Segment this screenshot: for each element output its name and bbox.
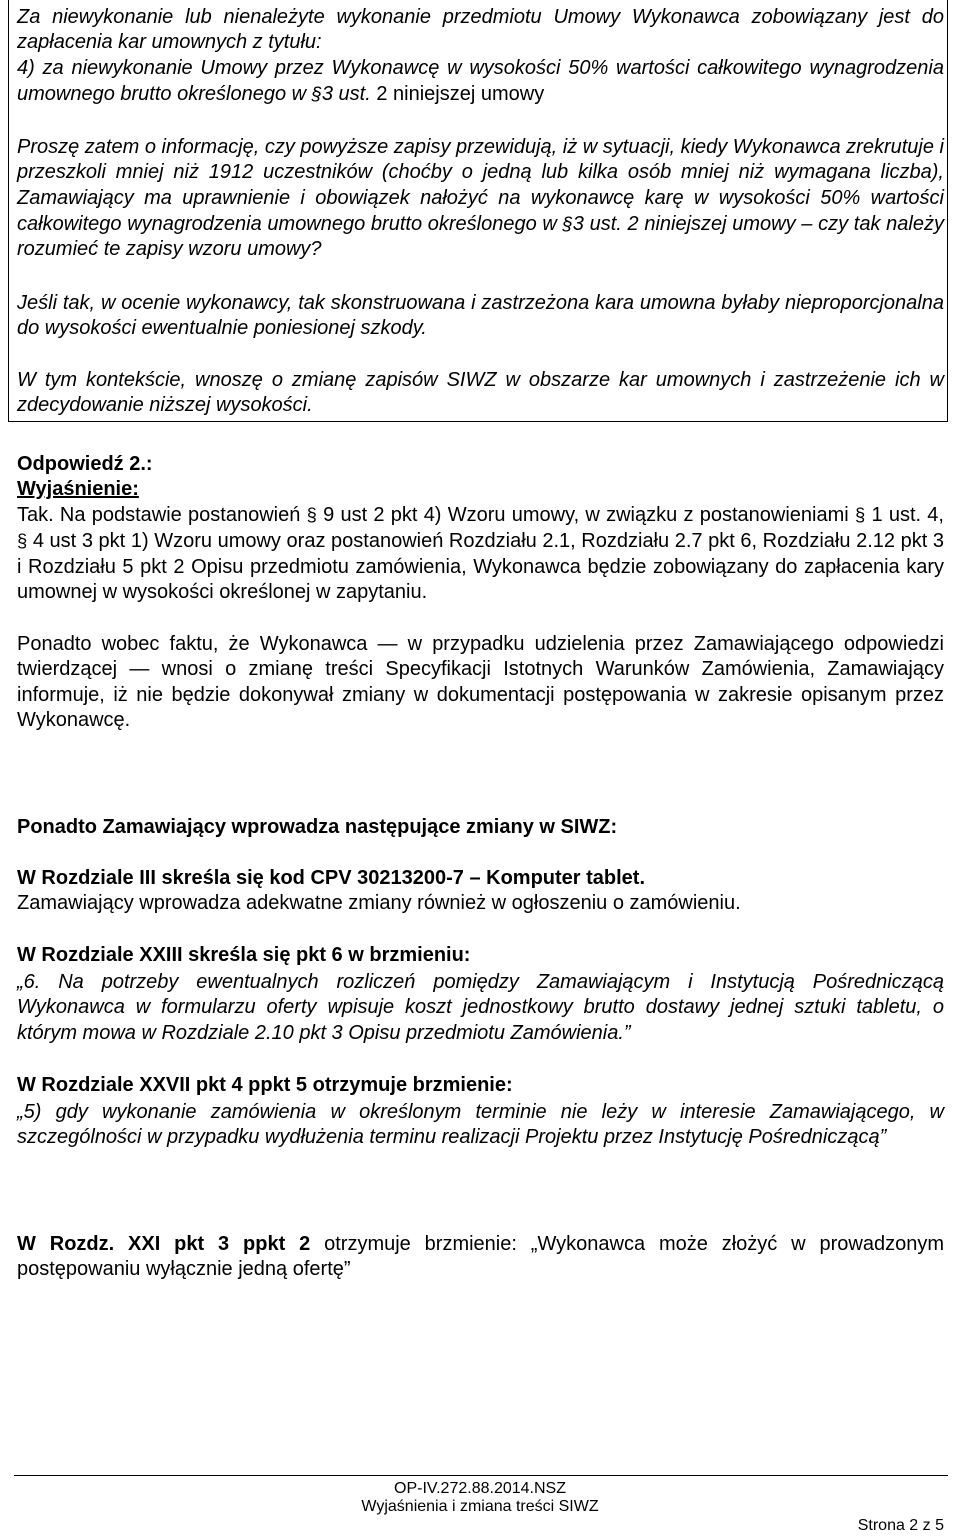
changes-heading: Ponadto Zamawiający wprowadza następujące zmiany w SIWZ: xyxy=(17,816,618,838)
page-number: Strona 2 z 5 xyxy=(857,1517,944,1534)
question-quote-tail: 2 niniejszej umowy xyxy=(376,82,545,105)
footer-divider xyxy=(14,1475,948,1476)
change-1-body: Zamawiający wprowadza adekwatne zmiany również w ogłoszeniu o zamówieniu. xyxy=(17,892,741,914)
footer-title: Wyjaśnienia i zmiana treści SIWZ xyxy=(361,1498,599,1515)
question-paragraph-1 xyxy=(17,5,944,107)
section-sign: § xyxy=(311,82,322,104)
change-1-title: W Rozdziale III skreśla się kod CPV 30213200-7 – Komputer tablet. xyxy=(17,867,646,889)
answer-paragraph-2: Ponadto wobec faktu, że Wykonawca — w przypadku udzielenia przez Zamawiającego odpowiedzi twierdzącej — wnosi o zmianę treści Specyfikacji Istotnych Warunków Zamówienia, Zamawiający informuje, iż nie będzie dokonywał zmiany w dokumentacji postępowania w zakresie opisanym przez Wykonawcę. xyxy=(17,633,944,731)
change-2-body: „6. Na potrzeby ewentualnych rozliczeń pomiędzy Zamawiającym i Instytucją Pośredniczącą Wykonawca w formularzu oferty wpisuje koszt jednostkowy brutto dostawy jednej sztuki tabletu, o którym mowa w Rozdziale 2.10 pkt 3 Opisu przedmiotu Zamówienia.” xyxy=(17,971,944,1044)
question-paragraph-4: W tym kontekście, wnoszę o zmianę zapisów SIWZ w obszarze kar umownych i zastrzeżenie ich w zdecydowanie niższej wysokości. xyxy=(17,369,944,417)
section-sign: § xyxy=(17,530,28,552)
change-3-body: „5) gdy wykonanie zamówienia w określonym terminie nie leży w interesie Zamawiającego, w szczególności w przypadku wydłużenia terminu realizacji Projektu przez Instytucję Pośredniczącą” xyxy=(17,1101,944,1149)
answer-title: Odpowiedź 2.: xyxy=(17,453,153,475)
question-quote-end: 3 ust. xyxy=(321,82,371,105)
question-lead: Za niewykonanie lub nienależyte wykonanie przedmiotu Umowy Wykonawca zobowiązany jest do zapłacenia kar umownych z tytułu: xyxy=(17,6,944,54)
section-sign: § xyxy=(562,212,573,234)
change-4: W Rozdz. XXI pkt 3 ppkt 2 otrzymuje brzmienie: „Wykonawca może złożyć w prowadzonym postępowaniu wyłącznie jedną ofertę” xyxy=(17,1233,944,1281)
answer-label: Wyjaśnienie: xyxy=(17,478,139,500)
change-3-title: W Rozdziale XXVII pkt 4 ppkt 5 otrzymuje brzmienie: xyxy=(17,1074,513,1096)
footer-reference: OP-IV.272.88.2014.NSZ xyxy=(394,1480,566,1497)
change-2-title: W Rozdziale XXIII skreśla się pkt 6 w brzmieniu: xyxy=(17,944,471,966)
section-sign: § xyxy=(306,504,317,525)
question-paragraph-3: Jeśli tak, w ocenie wykonawcy, tak skonstruowana i zastrzeżona kara umowna byłaby nieproporcjonalna do wysokości ewentualnie poniesionej szkody. xyxy=(17,292,944,340)
question-quote: 4) za niewykonanie Umowy przez Wykonawcę w wysokości 50% wartości całkowitego wynagrodzenia umownego brutto określonego w xyxy=(17,56,944,105)
section-sign: § xyxy=(854,504,866,525)
question-paragraph-2: Proszę zatem o informację, czy powyższe zapisy przewidują, iż w sytuacji, kiedy Wykonawca zrekrutuje i przeszkoli mniej niż 1912 uczestników (choćby o jedną lub kilka osób mniej niż wymagana liczba), Zamawiający ma uprawnienie i obowiązek nałożyć na wykonawcę karę w wysokości 50% wartości całkowitego wynagrodzenia umownego brutto określonego w §3 ust. 2 niniejszej umowy – czy tak należy rozumieć te zapisy wzoru umowy? xyxy=(17,136,944,261)
answer-paragraph-1: Tak. Na podstawie postanowień § 9 ust 2 pkt 4) Wzoru umowy, w związku z postanowieniami § 1 ust. 4, § 4 ust 3 pkt 1) Wzoru umowy oraz postanowień Rozdziału 2.1, Rozdziału 2.7 pkt 6, Rozdziału 2.12 pkt 3 i Rozdziału 5 pkt 2 Opisu przedmiotu zamówienia, Wykonawca będzie zobowiązany do zapłacenia kary umownej w wysokości określonej w zapytaniu. xyxy=(17,504,945,603)
